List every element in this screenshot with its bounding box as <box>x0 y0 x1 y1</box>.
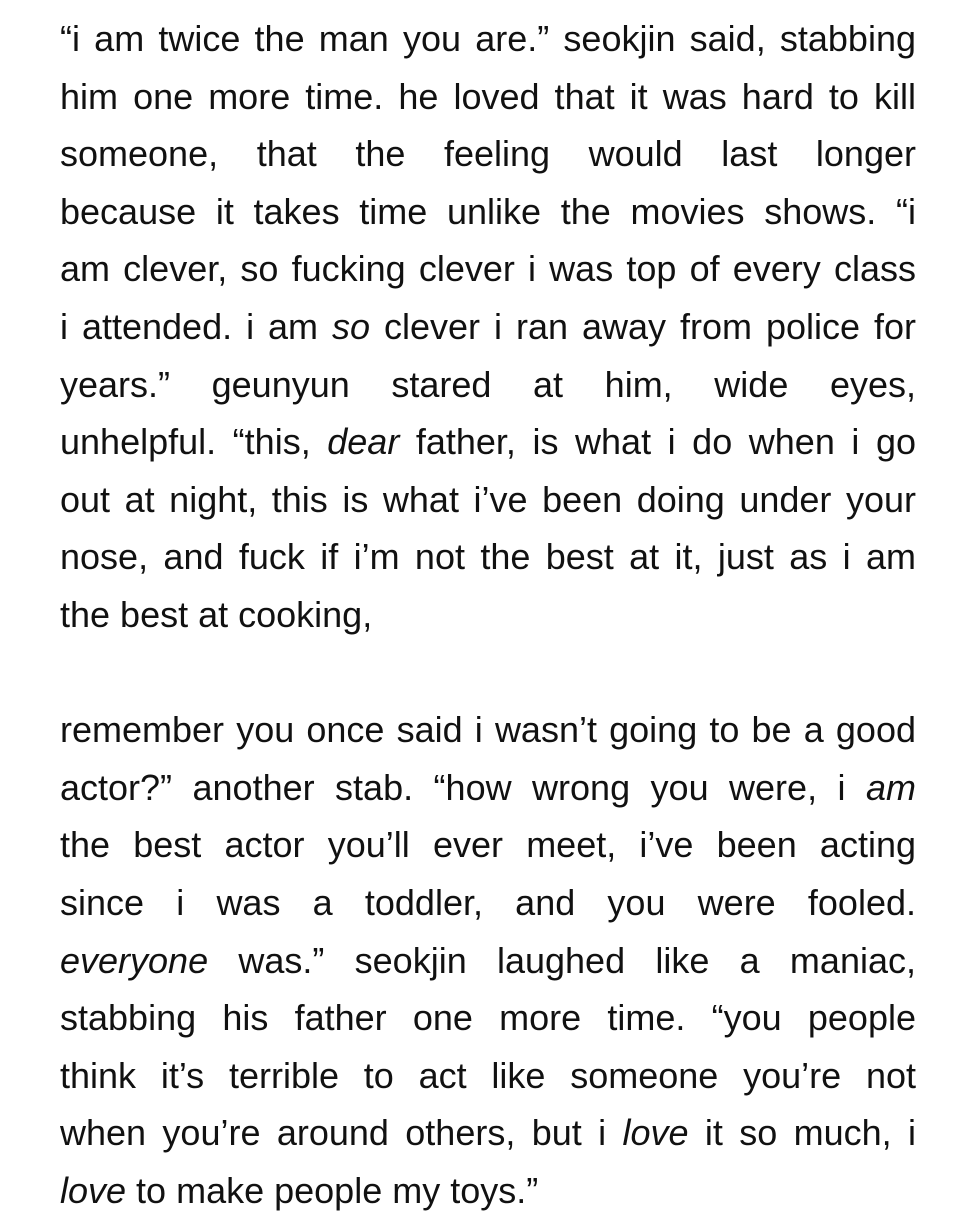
text-run: i attended. i am <box>60 305 333 347</box>
text-line <box>60 125 916 183</box>
text-run: the best at cooking, <box>60 593 373 635</box>
text-line <box>60 586 916 644</box>
text-line <box>60 240 916 298</box>
text-run: since i was a toddler, and you were fooled. <box>60 881 916 923</box>
italic-text: love <box>622 1112 689 1154</box>
text-line <box>60 528 916 586</box>
text-line <box>60 356 916 414</box>
text-line <box>60 1162 916 1219</box>
paragraph <box>60 701 916 1219</box>
text-run: nose, and fuck if i’m not the best at it, just as i am <box>60 536 916 578</box>
text-run: when you’re around others, but i <box>60 1112 623 1154</box>
text-line <box>60 1104 916 1162</box>
text-line <box>60 68 916 126</box>
paragraph <box>60 10 916 644</box>
text-run: out at night, this is what i’ve been doing under your <box>60 478 916 520</box>
text-line <box>60 10 916 68</box>
text-line <box>60 298 916 356</box>
text-line <box>60 183 916 241</box>
italic-text: so <box>332 305 371 347</box>
text-run: was.” seokjin laughed like a maniac, <box>208 939 916 981</box>
text-line <box>60 471 916 529</box>
text-run: because it takes time unlike the movies shows. “i <box>60 190 916 232</box>
text-run: father, is what i do when i go <box>399 421 916 463</box>
text-run: clever i ran away from police for <box>370 305 916 347</box>
text-run: am clever, so fucking clever i was top of every class <box>60 248 916 290</box>
text-run: remember you once said i wasn’t going to be a good <box>60 709 916 751</box>
italic-text: am <box>865 766 916 808</box>
italic-text: love <box>60 1169 127 1211</box>
text-line <box>60 989 916 1047</box>
text-run: actor?” another stab. “how wrong you were, i <box>60 766 866 808</box>
italic-text: dear <box>327 421 400 463</box>
text-line <box>60 874 916 932</box>
text-line <box>60 759 916 817</box>
text-run: unhelpful. “this, <box>60 421 328 463</box>
text-run: years.” geunyun stared at him, wide eyes, <box>60 363 916 405</box>
text-run: the best actor you’ll ever meet, i’ve been acting <box>60 824 916 866</box>
text-run: think it’s terrible to act like someone you’re not <box>60 1054 916 1096</box>
text-line <box>60 701 916 759</box>
text-line <box>60 413 916 471</box>
text-line <box>60 932 916 990</box>
text-run: it so much, i <box>688 1112 916 1154</box>
story-text <box>60 10 916 1219</box>
text-run: someone, that the feeling would last longer <box>60 133 916 175</box>
text-line <box>60 816 916 874</box>
italic-text: everyone <box>60 939 209 981</box>
text-run: stabbing his father one more time. “you people <box>60 997 916 1039</box>
text-run: him one more time. he loved that it was hard to kill <box>60 75 916 117</box>
text-run: “i am twice the man you are.” seokjin said, stabbing <box>60 18 916 59</box>
text-line <box>60 1047 916 1105</box>
text-run: to make people my toys.” <box>126 1169 539 1211</box>
paragraph-gap <box>60 644 916 702</box>
